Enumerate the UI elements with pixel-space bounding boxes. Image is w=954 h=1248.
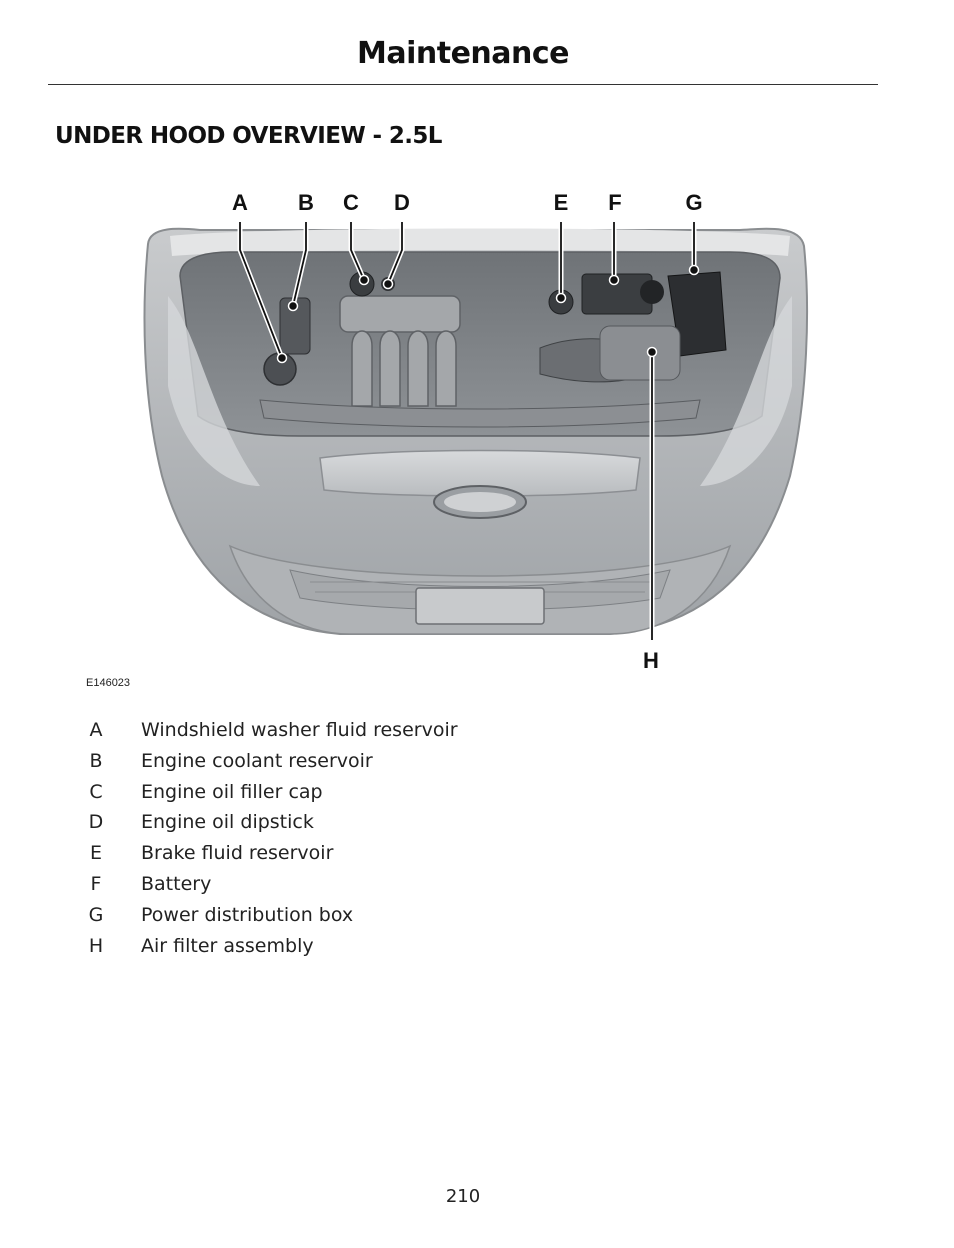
page-number: 210 xyxy=(445,1186,481,1207)
callout-label-e: E xyxy=(553,190,569,215)
legend-letter: D xyxy=(88,811,104,834)
legend-text: Windshield washer fluid reservoir xyxy=(141,719,458,741)
callout-label-f: F xyxy=(608,190,622,215)
legend-letter: E xyxy=(89,842,102,865)
callout-label-b: B xyxy=(298,190,314,215)
section-title: UNDER HOOD OVERVIEW - 2.5L xyxy=(55,123,442,149)
legend-text: Engine oil filler cap xyxy=(141,780,323,803)
legend-text: Air filter assembly xyxy=(141,934,314,957)
legend-letter: A xyxy=(89,719,103,741)
legend-letter: G xyxy=(88,903,104,926)
engine-bay-illustration xyxy=(140,186,820,676)
figure-id: E146023 xyxy=(86,677,131,689)
legend-letter: F xyxy=(90,872,102,895)
engine-bay-drawing xyxy=(140,186,820,676)
legend-text: Power distribution box xyxy=(141,903,354,926)
legend-text: Battery xyxy=(141,872,212,895)
callout-label-c: C xyxy=(343,190,359,215)
legend-letter: B xyxy=(89,749,103,772)
legend-text: Brake fluid reservoir xyxy=(141,842,334,865)
legend-letter: H xyxy=(88,934,104,957)
callout-label-h: H xyxy=(643,648,659,673)
callout-label-d: D xyxy=(394,190,410,215)
callout-label-a: A xyxy=(232,190,248,215)
legend-text: Engine coolant reservoir xyxy=(141,749,373,772)
legend-text: Engine oil dipstick xyxy=(141,811,314,834)
callout-label-g: G xyxy=(685,190,703,215)
title-divider xyxy=(48,84,878,85)
legend-letter: C xyxy=(89,780,103,803)
page-title: Maintenance xyxy=(356,36,569,71)
